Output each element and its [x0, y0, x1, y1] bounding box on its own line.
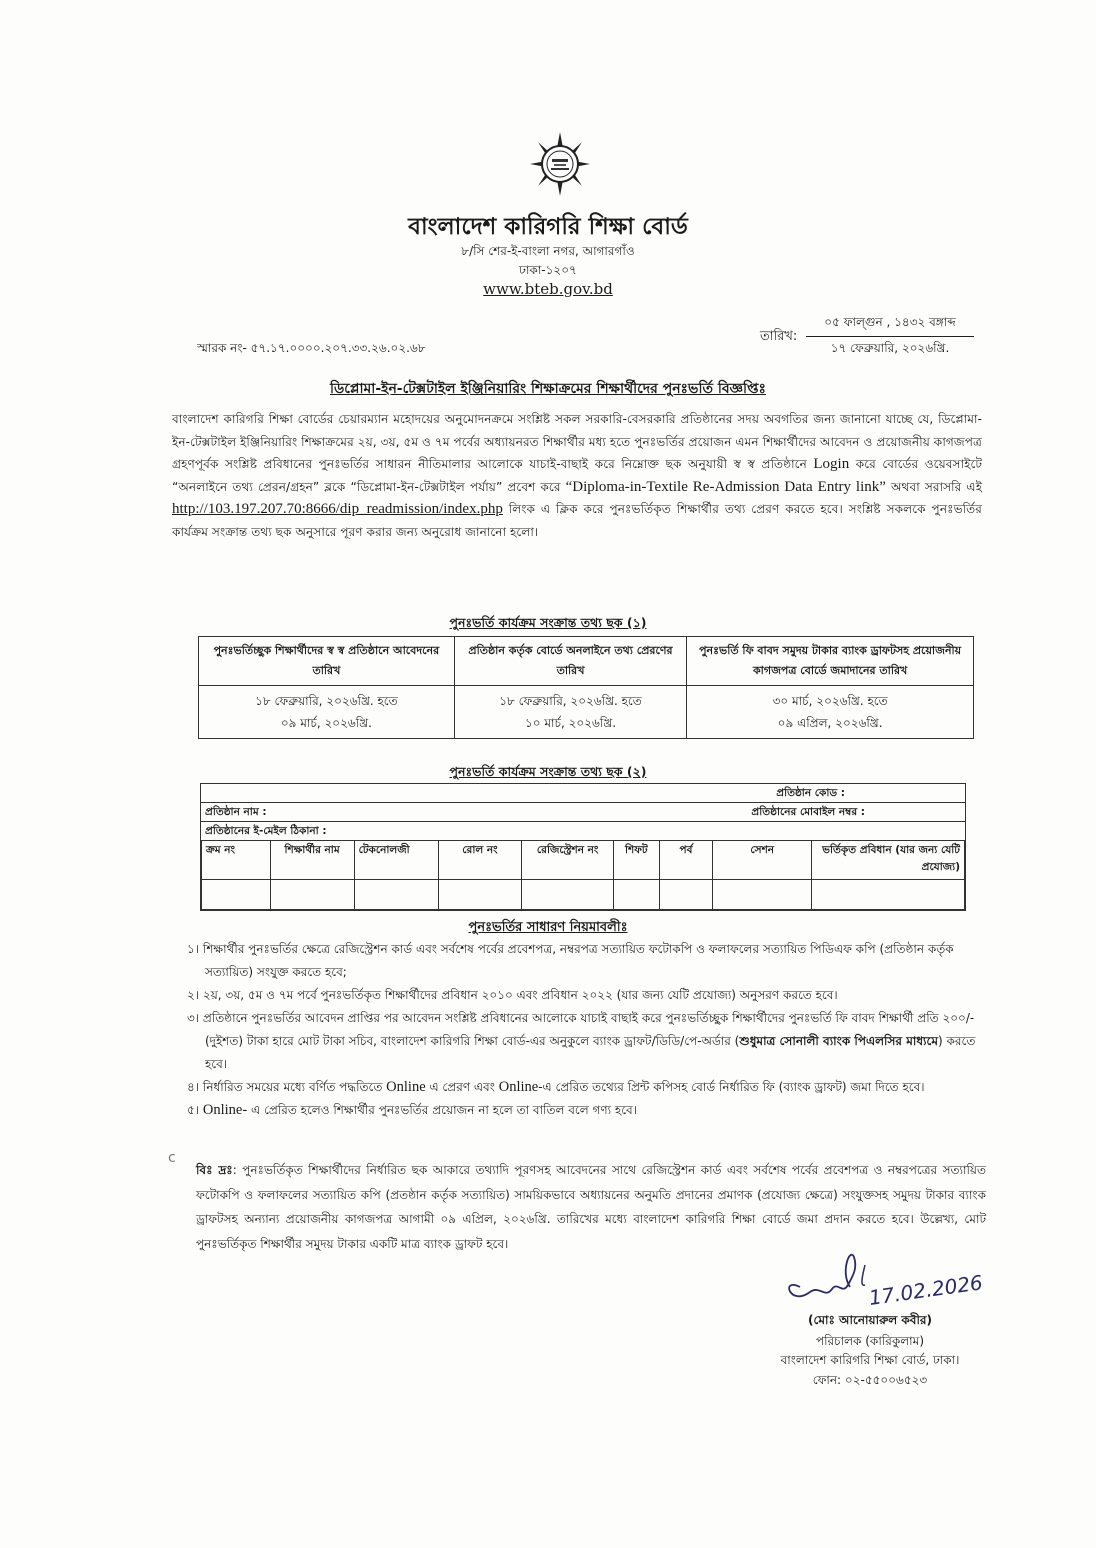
notice-headline: ডিপ্লোমা-ইন-টেক্সটাইল ইঞ্জিনিয়ারিং শিক্ষাক্রমের শিক্ষার্থীদের পুনঃভর্তি বিজ্ঞপ্তিঃ [329, 381, 767, 397]
col-session: সেশন [713, 841, 812, 880]
col-registration: রেজিস্ট্রেশন নং [522, 841, 614, 880]
date-box [806, 314, 974, 360]
institution-name-label: প্রতিষ্ঠান নাম : [205, 806, 267, 818]
rule-5-num: ৫। [187, 1103, 200, 1117]
note-label: বিঃ দ্রঃ [196, 1163, 233, 1177]
date-bangla: ০৫ ফাল্গুন , ১৪৩২ বঙ্গাব্দ [806, 314, 974, 337]
table1-header-3: পুনঃভর্তি ফি বাবদ সমুদয় টাকার ব্যাংক ড্রাফটসহ প্রয়োজনীয় কাগজপত্র বোর্ডে জমাদানের তারিখ [687, 637, 974, 686]
cell-to: ১০ মার্চ, ২০২৬খ্রি. [524, 716, 617, 730]
rule-4 [187, 1076, 987, 1099]
address-line-2: ঢাকা-১২০৭ [519, 263, 577, 277]
date-gregorian: ১৭ ফেব্রুয়ারি, ২০২৬খ্রি. [830, 341, 950, 355]
signer-phone: ফোন: ০২-৫৫০০৬৫২৩ [812, 1373, 928, 1387]
body-text-4: লিংক এ ক্লিক করে পুনঃভর্তিকৃত শিক্ষার্থীর তথ্য প্রেরণ করতে হবে। সংশ্লিষ্ট সকলকে পুনঃভর্তির কার্যক্রম সংক্রান্ত তথ্য ছক অনুসারে পূরণ করার জন্য অনুরোধ জানানো হলো। [172, 502, 983, 539]
cell-to: ০৯ মার্চ, ২০২৬খ্রি. [280, 716, 372, 730]
rule-3-bold: শুধুমাত্র সোনালী ব্যাংক পিএলসির মাধ্যমে [739, 1034, 939, 1048]
table1-cell [454, 686, 687, 739]
cell-to: ০৯ এপ্রিল, ২০২৬খ্রি. [777, 716, 883, 730]
col-student-name: শিক্ষার্থীর নাম [270, 841, 354, 880]
form-row-code [201, 784, 965, 803]
col-semester: পর্ব [659, 841, 712, 880]
email-label: প্রতিষ্ঠানের ই-মেইল ঠিকানা : [205, 825, 327, 837]
form-row-name [201, 803, 965, 822]
empty-cell[interactable] [522, 880, 614, 910]
empty-cell[interactable] [812, 880, 965, 910]
rule-1: ১। শিক্ষার্থীর পুনঃভর্তির ক্ষেত্রে রেজিস্ট্রেশন কার্ড এবং সর্বশেষ পর্বের প্রবেশপত্র, নম্বরপত্র সত্যায়িত ফটোকপি ও ফলাফলের সত্যায়িত পিডিএফ কপি (প্রতিষ্ঠান কর্তৃক সত্যায়িত) সংযুক্ত করতে হবে; [187, 942, 954, 979]
org-name: বাংলাদেশ কারিগরি শিক্ষা বোর্ড [408, 214, 688, 240]
schedule-table [198, 636, 974, 739]
empty-cell[interactable] [354, 880, 438, 910]
rule-5-text: এ প্রেরিত হলেও শিক্ষার্থীর পুনঃভর্তির প্রয়োজন না হলে তা বাতিল বলে গণ্য হবে। [251, 1103, 638, 1117]
login-text: Login [813, 456, 850, 472]
empty-cell[interactable] [202, 880, 271, 910]
body-text-3: অথবা সরাসরি এই [891, 479, 983, 494]
handwritten-date: 17.02.2026 [867, 1270, 985, 1310]
rule-4-online-a: Online [386, 1079, 426, 1095]
institution-code-label: প্রতিষ্ঠান কোড : [776, 787, 845, 799]
rule-4-text-b: এ প্রেরণ এবং [429, 1080, 495, 1094]
col-regulation: ভর্তিকৃত প্রবিধান (যার জন্য যেটি প্রযোজ্য) [812, 841, 965, 880]
bteb-emblem [530, 132, 590, 196]
date-label: তারিখ: [760, 329, 798, 344]
empty-cell[interactable] [613, 880, 659, 910]
form-row-email [201, 822, 965, 840]
student-info-form [200, 783, 966, 911]
stray-mark: c [168, 1150, 176, 1166]
note-text: পুনঃভর্তিকৃত শিক্ষার্থীদের নির্ধারিত ছক আকারে তথ্যাদি পূরণসহ আবেদনের সাথে রেজিস্ট্রেশন কার্ড এবং সর্বশেষ পর্বের প্রবেশপত্র ও নম্বরপত্রের সত্যায়িত ফটোকপি ও ফলাফলের সত্যায়িত কপি (প্রতষ্ঠান কর্তৃক সত্যায়িত) সাময়িকভাবে অধ্যায়নের অনুমতি প্রদানের প্রমাণক (প্রযোজ্য ক্ষেত্রে) সংযুক্তসহ সমুদয় টাকার ব্যাংক ড্রাফটসহ অন্যান্য প্রয়োজনীয় কাগজপত্র আগামী ০৯ এপ্রিল, ২০২৬খ্রি. তারিখের মধ্যে বাংলাদেশ কারিগরি শিক্ষা বোর্ডে জমা প্রদান করতে হবে। উল্লেখ্য, মোট পুনঃভর্তিকৃত শিক্ষার্থীর সমুদয় টাকার একটি মাত্র ব্যাংক ড্রাফট হবে। [196, 1163, 987, 1251]
col-serial: ক্রম নং [202, 841, 271, 880]
rule-3 [187, 1007, 987, 1076]
note-paragraph: বিঃ দ্রঃ: পুনঃভর্তিকৃত শিক্ষার্থীদের নির্ধারিত ছক আকারে তথ্যাদি পূরণসহ আবেদনের সাথে রেজিস্ট্রেশন কার্ড এবং সর্বশেষ পর্বের প্রবেশপত্র ও নম্বরপত্রের সত্যায়িত ফটোকপি ও ফলাফলের সত্যায়িত কপি (প্রতষ্ঠান কর্তৃক সত্যায়িত) সাময়িকভাবে অধ্যায়নের অনুমতি প্রদানের প্রমাণক (প্রযোজ্য ক্ষেত্রে) সংযুক্তসহ সমুদয় টাকার ব্যাংক ড্রাফটসহ অন্যান্য প্রয়োজনীয় কাগজপত্র আগামী ০৯ এপ্রিল, ২০২৬খ্রি. তারিখের মধ্যে বাংলাদেশ কারিগরি শিক্ষা বোর্ডে জমা প্রদান করতে হবে। উল্লেখ্য, মোট পুনঃভর্তিকৃত শিক্ষার্থীর সমুদয় টাকার একটি মাত্র ব্যাংক ড্রাফট হবে। [196, 1163, 987, 1251]
notice-body [172, 408, 982, 543]
col-roll: রোল নং [438, 841, 522, 880]
handwritten-signature [770, 1247, 1020, 1317]
table1-cell [687, 686, 974, 739]
entry-link-label: “Diploma-in-Textile Re-Admission Data Entry link” [565, 478, 886, 495]
readmission-url-link[interactable]: http://103.197.207.70:8666/dip_readmission/index.php [172, 501, 503, 517]
rule-3-text: ৩। প্রতিষ্ঠানে পুনঃভর্তির আবেদন প্রাপ্তির পর আবেদন সংশ্লিষ্ট প্রবিধানের আলোকে যাচাই বাছাই করে পুনঃভর্তিচ্ছুক শিক্ষার্থীদের পুনঃভর্তি ফি বাবদ শিক্ষার্থী প্রতি ২০০/-(দুইশত) টাকা হারে মোট টাকা সচিব, বাংলাদেশ কারিগরি শিক্ষা বোর্ড-এর অনুকুলে ব্যাংক ড্রাফট/ডিডি/পে-অর্ডার ( [187, 1011, 975, 1048]
table1-header-1: পুনঃভর্তিচ্ছুক শিক্ষার্থীদের স্ব স্ব প্রতিষ্ঠানে আবেদনের তারিখ [199, 637, 455, 686]
rule-3-end: ) করতে হবে। [205, 1034, 976, 1071]
table1-title: পুনঃভর্তি কার্যক্রম সংক্রান্ত তথ্য ছক (১) [449, 615, 647, 630]
signer-name: (মোঃ আনোয়ারুল কবীর) [807, 1313, 932, 1327]
cell-from: ১৮ ফেব্রুয়ারি, ২০২৬খ্রি. হতে [499, 694, 642, 708]
memo-number: স্মারক নং- ৫৭.১৭.০০০০.২০৭.৩৩.২৬.০২.৬৮ [197, 341, 426, 355]
rules-list [187, 938, 987, 1122]
empty-cell[interactable] [713, 880, 812, 910]
table1-cell [199, 686, 455, 739]
table-row [202, 880, 965, 910]
rule-4-online-b: Online [498, 1079, 539, 1095]
signer-designation: পরিচালক (কারিকুলাম) [815, 1334, 925, 1348]
table-row [199, 686, 974, 739]
col-technology: টেকনোলজী [354, 841, 438, 880]
signer-office: বাংলাদেশ কারিগরি শিক্ষা বোর্ড, ঢাকা। [780, 1353, 960, 1367]
col-shift: শিফট [613, 841, 659, 880]
cell-from: ৩০ মার্চ, ২০২৬খ্রি. হতে [772, 694, 888, 708]
address-line-1: ৮/সি শের-ই-বাংলা নগর, আগারগাঁও [461, 244, 635, 258]
table1-header-2: প্রতিষ্ঠান কর্তৃক বোর্ডে অনলাইনে তথ্য প্রেরণের তারিখ [454, 637, 687, 686]
rule-4-text-a: ৪। নির্ধারিত সময়ের মধ্যে বর্ণিত পদ্ধতিতে [187, 1080, 383, 1094]
empty-cell[interactable] [270, 880, 354, 910]
rule-2: ২। ২য়, ৩য়, ৫ম ও ৭ম পর্বে পুনঃভর্তিকৃত শিক্ষার্থীদের প্রবিধান ২০১০ এবং প্রবিধান ২০২২ (যার জন্য যেটি প্রযোজ্য) অনুসরণ করতে হবে। [187, 988, 838, 1002]
rules-title: পুনঃভর্তির সাধারণ নিয়মাবলীঃ [468, 920, 628, 935]
rule-5 [187, 1099, 987, 1122]
body-text-2: করে বোর্ডের ওয়েবসাইটে “অনলাইনে তথ্য প্রেরন/গ্রহন” ব্লকে “ডিপ্লোমা-ইন-টেক্সটাইল পর্যায়” প্রবেশ করে [172, 457, 982, 494]
empty-cell[interactable] [438, 880, 522, 910]
empty-cell[interactable] [659, 880, 712, 910]
website-link[interactable]: www.bteb.gov.bd [483, 280, 613, 298]
student-table [201, 840, 965, 910]
table2-title: পুনঃভর্তি কার্যক্রম সংক্রান্ত তথ্য ছক (২) [449, 764, 647, 779]
mobile-label: প্রতিষ্ঠানের মোবাইল নম্বর : [751, 806, 865, 818]
rule-4-text-c: -এ প্রেরিত তথ্যের প্রিন্ট কপিসহ বোর্ড নির্ধারিত ফি (ব্যাংক ড্রাফট) জমা দিতে হবে। [538, 1080, 925, 1094]
body-text-1: বাংলাদেশ কারিগরি শিক্ষা বোর্ডের চেয়ারম্যান মহোদয়ের অনুমোদনক্রমে সংশ্লিষ্ট সকল সরকারি-বেসরকারি প্রতিষ্ঠানের সদয় অবগতির জন্য জানানো যাচ্ছে যে, ডিপ্লোমা-ইন-টেক্সটাইল ইঞ্জিনিয়ারিং শিক্ষাক্রমের ২য়, ৩য়, ৫ম ও ৭ম পর্বের অধ্যায়নরত শিক্ষার্থীর মধ্য হতে পুনঃভর্তির প্রয়োজন এমন শিক্ষার্থীদের আবেদন ও প্রয়োজনীয় কাগজপত্র গ্রহণপূর্বক সংশ্লিষ্ট প্রবিধানের পুনঃভর্তির সাধারন নীতিমালার আলোকে যাচাই-বাছাই করে নিম্নোক্ত ছক অনুযায়ী স্ব স্ব প্রতিষ্ঠানে [172, 412, 982, 471]
cell-from: ১৮ ফেব্রুয়ারি, ২০২৬খ্রি. হতে [255, 694, 398, 708]
rule-5-online: Online- [202, 1102, 248, 1118]
